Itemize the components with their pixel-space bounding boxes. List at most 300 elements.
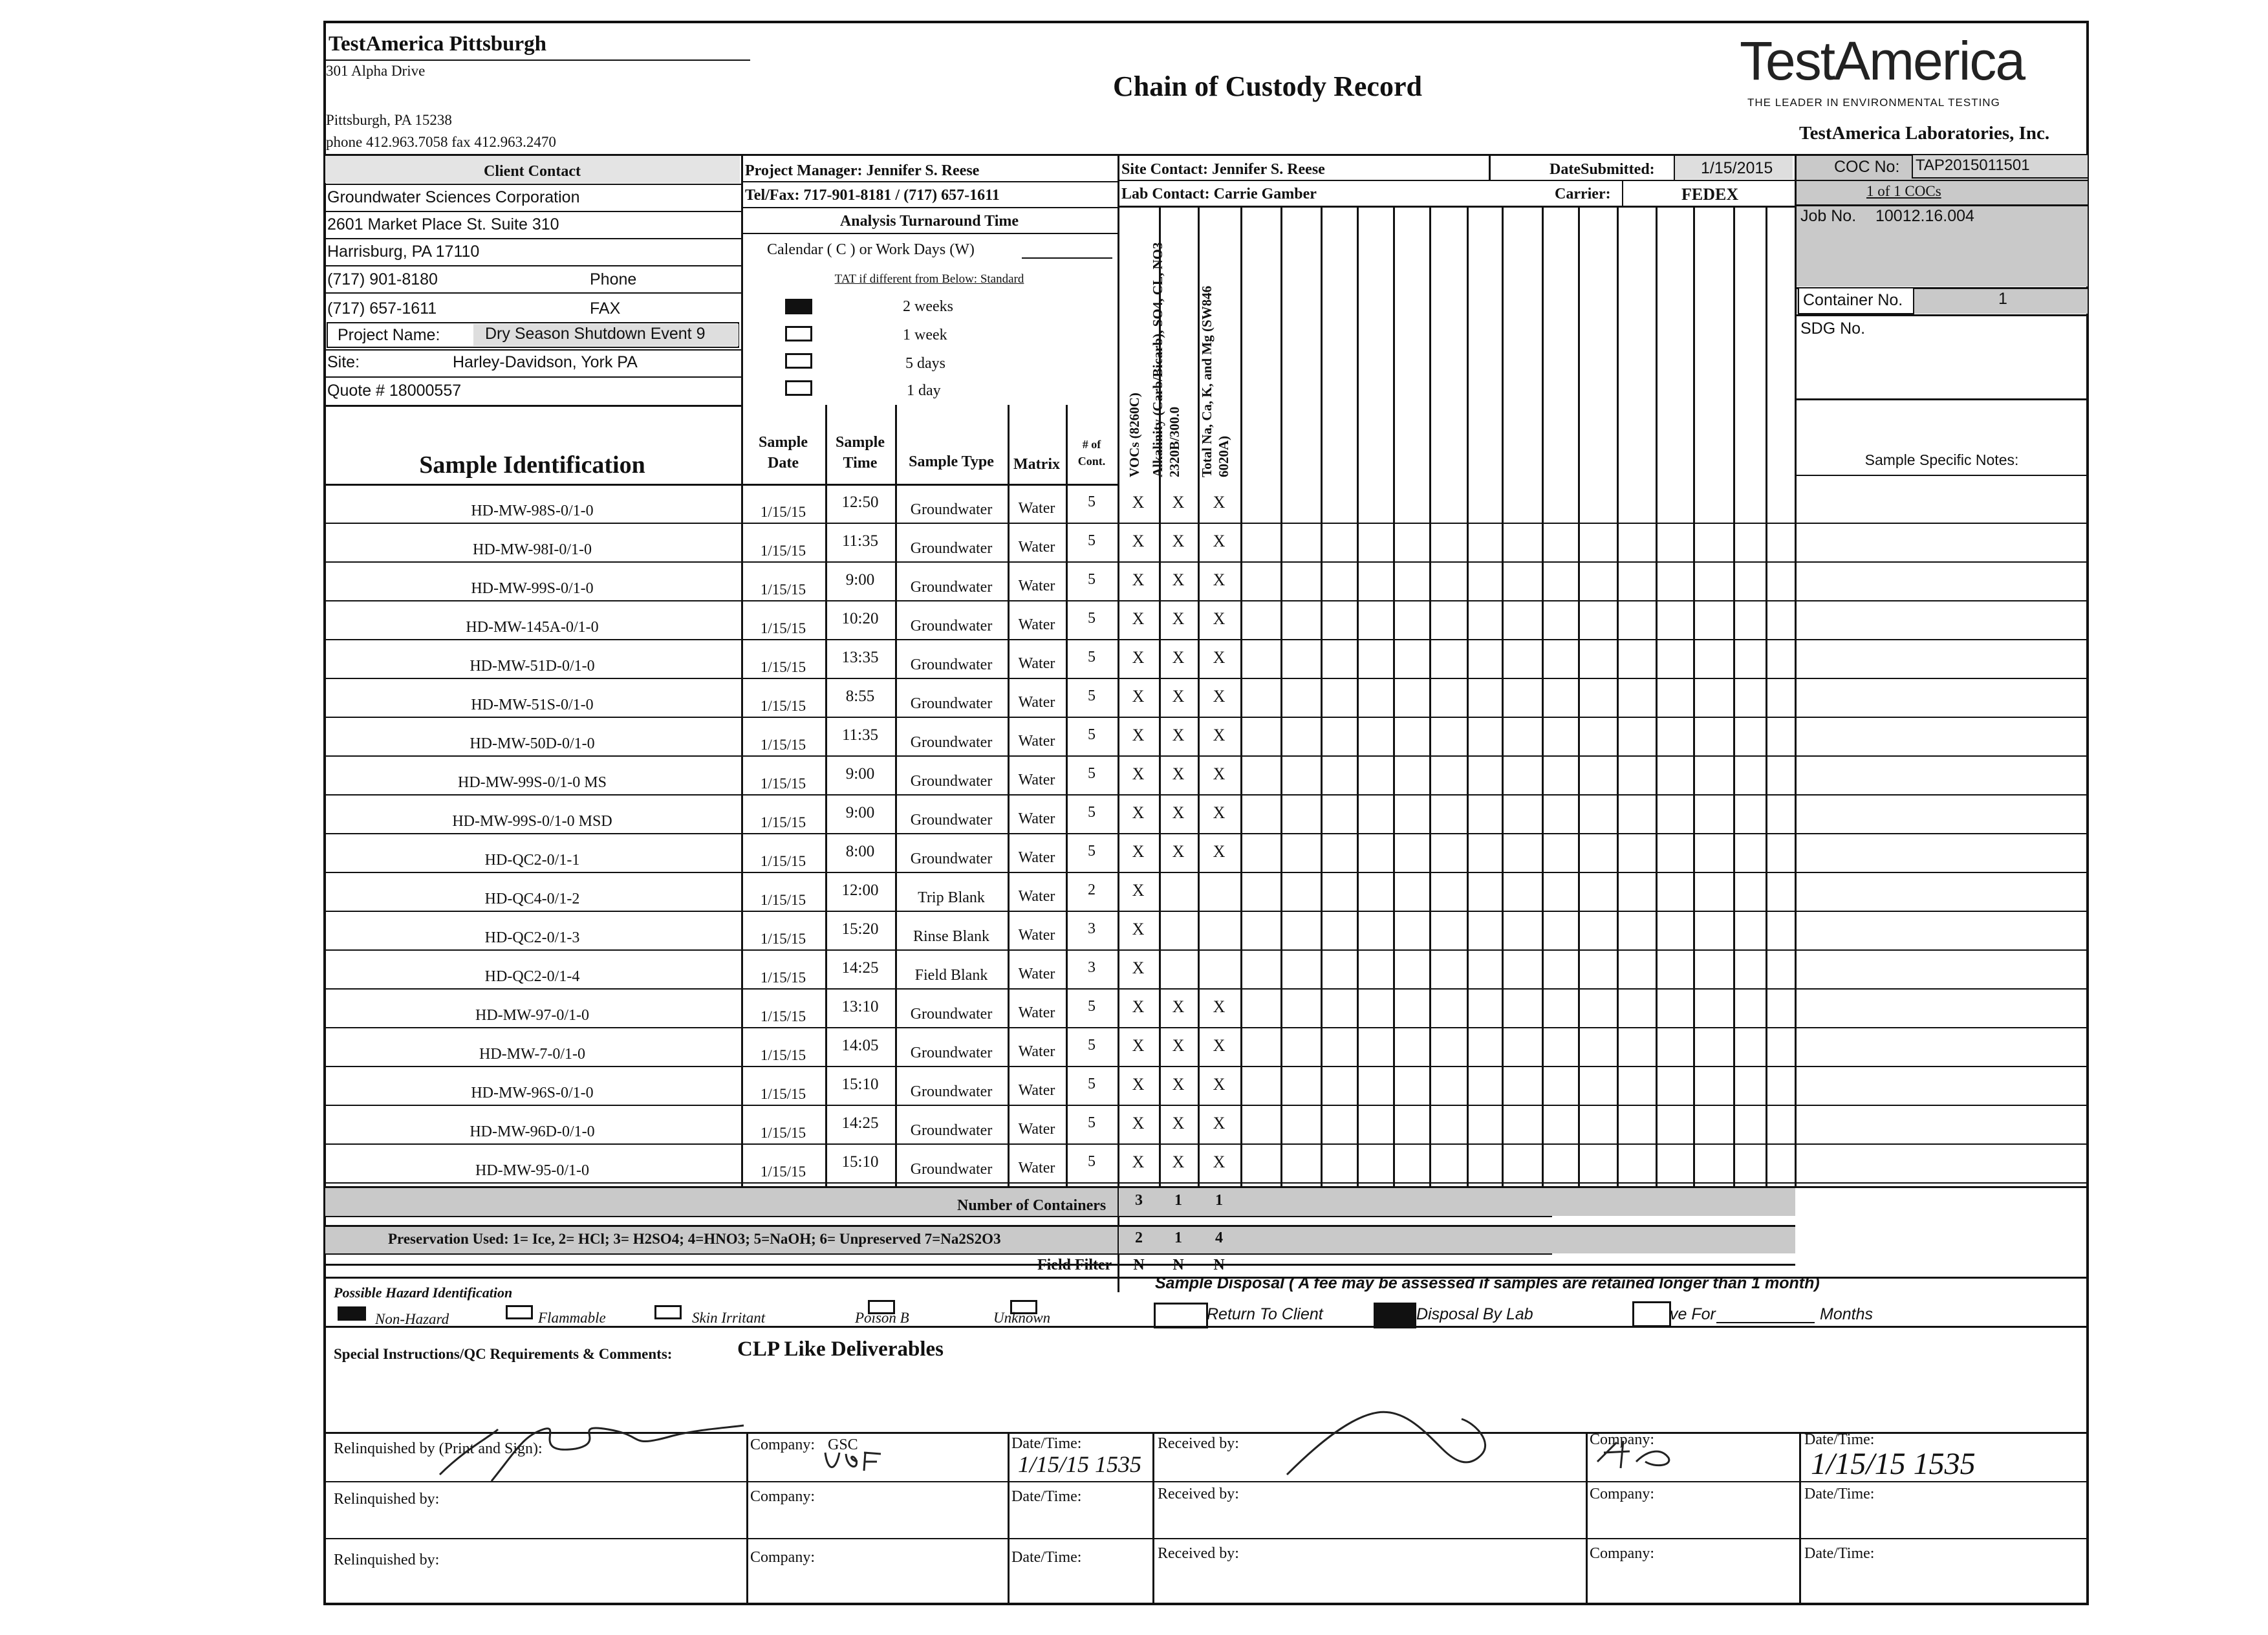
analysis-alkalinity-mark: X (1172, 493, 1185, 512)
sample-date: 1/15/15 (760, 698, 806, 714)
analysis-alkalinity-mark: X (1172, 1036, 1185, 1055)
analysis-alkalinity-mark: X (1172, 687, 1185, 706)
sample-container-count: 5 (1088, 493, 1096, 510)
datetime-1-value: 1/15/15 1535 (1018, 1451, 1142, 1477)
analysis-metals-mark: X (1213, 803, 1226, 822)
sample-type: Groundwater (910, 618, 993, 634)
sample-matrix: Water (1018, 1121, 1055, 1138)
sample-type: Groundwater (910, 1122, 993, 1139)
col-sample-time-1: Sample (835, 434, 885, 451)
client-fax-label: FAX (590, 299, 621, 318)
col-sample-type: Sample Type (909, 453, 994, 470)
sample-id: HD-MW-99S-0/1-0 MSD (452, 813, 612, 830)
date-submitted: 1/15/2015 (1701, 159, 1773, 177)
col-alkalinity: Alkalinity (Carb/Bicarb), SO4, CL, NO3 (1150, 242, 1165, 477)
row-divider (323, 794, 2089, 796)
sample-id: HD-MW-96S-0/1-0 (471, 1085, 594, 1101)
col-sample-date-1: Sample (758, 434, 808, 451)
containers-metals: 1 (1215, 1192, 1223, 1209)
job-no: 10012.16.004 (1875, 207, 1974, 225)
poison-b-label: Poison B (855, 1310, 909, 1326)
sample-container-count: 5 (1088, 1153, 1096, 1170)
analysis-alkalinity-mark: X (1172, 764, 1185, 783)
client-phone-label: Phone (590, 270, 637, 288)
analysis-vocs-mark: X (1132, 1036, 1145, 1055)
received-signature (1280, 1403, 1539, 1481)
sample-container-count: 5 (1088, 843, 1096, 860)
containers-vocs: 3 (1135, 1192, 1143, 1209)
sample-specific-notes-label: Sample Specific Notes: (1864, 451, 2019, 468)
sample-date: 1/15/15 (760, 1125, 806, 1141)
sample-id: HD-MW-145A-0/1-0 (466, 619, 599, 636)
sample-type: Groundwater (910, 1161, 993, 1178)
analysis-vocs-mark: X (1132, 1114, 1145, 1132)
analysis-vocs-mark: X (1132, 997, 1145, 1016)
sample-date: 1/15/15 (760, 931, 806, 947)
sample-matrix: Water (1018, 655, 1055, 672)
special-instructions-label: Special Instructions/QC Requirements & Comments: (334, 1346, 673, 1362)
analysis-column-line (1467, 206, 1469, 1186)
sample-matrix: Water (1018, 694, 1055, 711)
archive-for-label: ve For (1670, 1305, 1716, 1323)
non-hazard-label: Non-Hazard (375, 1311, 449, 1327)
analysis-metals-mark: X (1213, 493, 1226, 512)
sample-time: 11:35 (841, 532, 879, 550)
received-datetime-1-value: 1/15/15 1535 (1811, 1447, 1976, 1481)
analysis-metals-mark: X (1213, 648, 1226, 667)
col-metals-method: 6020A) (1216, 435, 1231, 477)
analysis-column-line (1280, 206, 1282, 1186)
company-2-label: Company: (750, 1488, 815, 1505)
client-fax: (717) 657-1611 (327, 299, 437, 318)
hazard-label: Possible Hazard Identification (334, 1284, 513, 1301)
relinquished-signature (414, 1410, 750, 1488)
row-divider (323, 523, 2089, 524)
sample-time: 9:00 (845, 765, 875, 783)
sample-container-count: 5 (1088, 1076, 1096, 1092)
sample-type: Field Blank (914, 967, 988, 984)
sample-type: Trip Blank (918, 889, 985, 906)
analysis-vocs-mark: X (1132, 609, 1145, 628)
analysis-alkalinity-mark: X (1172, 1153, 1185, 1171)
row-divider (323, 600, 2089, 601)
col-alkalinity-method: 2320B/300.0 (1167, 406, 1182, 477)
non-hazard-checkbox[interactable] (338, 1306, 366, 1321)
sample-matrix: Water (1018, 616, 1055, 633)
received-company-3-label: Company: (1590, 1545, 1654, 1562)
sample-container-count: 5 (1088, 610, 1096, 627)
analysis-alkalinity-mark: X (1172, 842, 1185, 861)
lab-address: 301 Alpha Drive (326, 63, 426, 79)
analysis-metals-mark: X (1213, 532, 1226, 550)
analysis-column-line (1693, 206, 1695, 1186)
sample-time: 9:00 (845, 571, 875, 589)
sample-time: 12:50 (841, 493, 879, 511)
sample-type: Groundwater (910, 812, 993, 828)
analysis-column-line (1578, 206, 1580, 1186)
sample-matrix: Water (1018, 966, 1055, 982)
tat-1day-label: 1 day (907, 382, 941, 399)
sample-id: HD-MW-98I-0/1-0 (473, 541, 592, 558)
sample-time: 15:10 (841, 1076, 879, 1093)
analysis-column-line (1656, 206, 1658, 1186)
company-1-signature (821, 1446, 886, 1478)
preservation-vocs: 2 (1135, 1229, 1143, 1246)
sample-date: 1/15/15 (760, 659, 806, 675)
sample-matrix: Water (1018, 1160, 1055, 1176)
sample-container-count: 5 (1088, 765, 1096, 782)
col-matrix: Matrix (1013, 456, 1060, 473)
analysis-metals-mark: X (1213, 1114, 1226, 1132)
tat-1day-checkbox[interactable] (785, 380, 812, 396)
site-contact: Site Contact: Jennifer S. Reese (1121, 161, 1325, 178)
analysis-alkalinity-mark: X (1172, 726, 1185, 744)
sample-date: 1/15/15 (760, 892, 806, 908)
analysis-vocs-mark: X (1132, 764, 1145, 783)
sample-date: 1/15/15 (760, 969, 806, 986)
sample-container-count: 5 (1088, 1114, 1096, 1131)
disposal-by-lab-label: Disposal By Lab (1416, 1305, 1533, 1323)
tel-fax: Tel/Fax: 717-901-8181 / (717) 657-1611 (745, 187, 1000, 204)
analysis-alkalinity-mark: X (1172, 803, 1185, 822)
sample-time: 13:10 (841, 998, 879, 1015)
sample-date: 1/15/15 (760, 543, 806, 559)
months-label: Months (1820, 1305, 1873, 1323)
number-of-containers-label: Number of Containers (957, 1197, 1107, 1214)
tat-1week-checkbox[interactable] (785, 326, 812, 341)
sample-type: Groundwater (910, 1045, 993, 1061)
sample-container-count: 5 (1088, 726, 1096, 743)
col-sample-identification: Sample Identification (419, 451, 645, 479)
sample-time: 8:55 (845, 688, 875, 705)
col-sample-date-2: Date (768, 455, 799, 471)
site-value: Harley-Davidson, York PA (453, 353, 638, 371)
received-datetime-3-label: Date/Time: (1804, 1545, 1875, 1562)
site-label: Site: (327, 353, 360, 371)
testamerica-logo: TestAmerica (1740, 30, 2025, 91)
row-divider (323, 1027, 2089, 1028)
sample-matrix: Water (1018, 927, 1055, 944)
sdg-no-label: SDG No. (1800, 319, 1866, 338)
analysis-metals-mark: X (1213, 609, 1226, 628)
tat-2weeks-label: 2 weeks (903, 298, 953, 315)
sample-time: 14:05 (841, 1037, 879, 1054)
analysis-column-line (1393, 206, 1395, 1186)
sample-container-count: 5 (1088, 1037, 1096, 1054)
sample-container-count: 5 (1088, 688, 1096, 704)
disposal-by-lab-checkbox[interactable] (1374, 1303, 1416, 1328)
analysis-alkalinity-mark: X (1172, 1114, 1185, 1132)
return-to-client-label: Return To Client (1207, 1305, 1323, 1323)
sample-time: 8:00 (845, 843, 875, 860)
client-company: Groundwater Sciences Corporation (327, 188, 580, 206)
analysis-column-line (1502, 206, 1504, 1186)
sample-id: HD-QC4-0/1-2 (484, 891, 580, 907)
filter-metals: N (1213, 1257, 1225, 1273)
container-no: 1 (1998, 290, 2007, 308)
analysis-vocs-mark: X (1132, 570, 1145, 589)
analysis-vocs-mark: X (1132, 881, 1145, 900)
row-divider (323, 561, 2089, 563)
sample-type: Groundwater (910, 773, 993, 790)
company-1-label: Company: (750, 1436, 815, 1453)
disposal-label: Sample Disposal ( A fee may be assessed if samples are retained longer than 1 month) (1155, 1274, 1820, 1292)
sample-container-count: 5 (1088, 998, 1096, 1015)
sample-matrix: Water (1018, 849, 1055, 866)
field-filter-label: Field Filter (1037, 1257, 1112, 1273)
lab-phone: phone 412.963.7058 fax 412.963.2470 (326, 134, 556, 150)
sample-type: Groundwater (910, 656, 993, 673)
archive-for-checkbox[interactable] (1632, 1301, 1671, 1327)
sample-time: 13:35 (841, 649, 879, 666)
row-divider (323, 639, 2089, 640)
analysis-alkalinity-mark: X (1172, 648, 1185, 667)
tat-5days-checkbox[interactable] (785, 353, 812, 369)
carrier: FEDEX (1681, 185, 1739, 204)
page-title: Chain of Custody Record (1113, 70, 1422, 102)
sample-type: Groundwater (910, 579, 993, 596)
sample-container-count: 3 (1088, 920, 1096, 937)
flammable-checkbox[interactable] (506, 1305, 533, 1319)
container-no-label: Container No. (1803, 291, 1903, 309)
unknown-label: Unknown (993, 1310, 1051, 1326)
analysis-metals-mark: X (1213, 842, 1226, 861)
skin-irritant-label: Skin Irritant (692, 1310, 766, 1326)
client-phone: (717) 901-8180 (327, 270, 438, 288)
analysis-vocs-mark: X (1132, 1153, 1145, 1171)
sample-date: 1/15/15 (760, 581, 806, 598)
analysis-metals-mark: X (1213, 1153, 1226, 1171)
skin-irritant-checkbox[interactable] (654, 1305, 682, 1319)
analysis-vocs-mark: X (1132, 803, 1145, 822)
sample-matrix: Water (1018, 1043, 1055, 1060)
sample-date: 1/15/15 (760, 775, 806, 792)
sample-id: HD-MW-98S-0/1-0 (471, 503, 594, 519)
sample-type: Rinse Blank (913, 928, 989, 945)
analysis-metals-mark: X (1213, 1075, 1226, 1094)
datetime-1-label: Date/Time: (1011, 1435, 1082, 1452)
sample-id: HD-MW-99S-0/1-0 (471, 580, 594, 597)
sample-time: 11:35 (841, 726, 879, 744)
analysis-alkalinity-mark: X (1172, 997, 1185, 1016)
quote-number: Quote # 18000557 (327, 382, 462, 400)
sample-id: HD-MW-50D-0/1-0 (470, 735, 595, 752)
sample-matrix: Water (1018, 500, 1055, 517)
sample-time: 14:25 (841, 959, 879, 977)
analysis-vocs-mark: X (1132, 726, 1145, 744)
received-company-1-label: Company: (1590, 1431, 1654, 1448)
sample-type: Groundwater (910, 1006, 993, 1023)
sample-container-count: 2 (1088, 882, 1096, 898)
row-divider (323, 678, 2089, 679)
project-name-label: Project Name: (338, 326, 440, 344)
job-no-label: Job No. (1800, 207, 1857, 225)
logo-tagline: THE LEADER IN ENVIRONMENTAL TESTING (1747, 96, 2000, 109)
sample-matrix: Water (1018, 733, 1055, 750)
sample-id: HD-MW-95-0/1-0 (475, 1162, 589, 1179)
analysis-vocs-mark: X (1132, 920, 1145, 938)
analysis-vocs-mark: X (1132, 842, 1145, 861)
sample-time: 15:20 (841, 920, 879, 938)
col-vocs: VOCs (8260C) (1127, 393, 1142, 477)
col-metals: Total Na, Ca, K, and Mg (SW846 (1199, 285, 1215, 477)
received-company-2-label: Company: (1590, 1486, 1654, 1502)
analysis-column-line (1795, 206, 1797, 1186)
sample-id: HD-QC2-0/1-3 (484, 929, 580, 946)
sample-matrix: Water (1018, 1082, 1055, 1099)
sample-id: HD-QC2-0/1-4 (484, 968, 580, 985)
analysis-metals-mark: X (1213, 764, 1226, 783)
project-name: Dry Season Shutdown Event 9 (485, 325, 706, 343)
client-city: Harrisburg, PA 17110 (327, 243, 480, 261)
sample-date: 1/15/15 (760, 1164, 806, 1180)
row-divider (323, 717, 2089, 718)
col-cont-2: Cont. (1077, 455, 1106, 468)
sample-id: HD-MW-51S-0/1-0 (471, 697, 594, 713)
datetime-2-label: Date/Time: (1011, 1488, 1082, 1505)
relinquished-print-label: Relinquished by (Print and Sign): (334, 1440, 543, 1457)
analysis-alkalinity-mark: X (1172, 570, 1185, 589)
row-divider (323, 1182, 2089, 1184)
row-divider (323, 1143, 2089, 1145)
analysis-metals-mark: X (1213, 1036, 1226, 1055)
relinquished-3-label: Relinquished by: (334, 1552, 440, 1568)
preservation-metals: 4 (1215, 1229, 1223, 1246)
sample-id: HD-MW-96D-0/1-0 (470, 1123, 595, 1140)
analysis-column-line (1766, 206, 1767, 1186)
analysis-alkalinity-mark: X (1172, 609, 1185, 628)
analysis-vocs-mark: X (1132, 648, 1145, 667)
received-3-label: Received by: (1158, 1545, 1239, 1562)
coc-no: TAP2015011501 (1916, 157, 2030, 174)
sample-time: 12:00 (841, 882, 879, 899)
sample-matrix: Water (1018, 1004, 1055, 1021)
row-divider (323, 988, 2089, 990)
sample-date: 1/15/15 (760, 1008, 806, 1024)
sample-matrix: Water (1018, 578, 1055, 594)
sample-container-count: 5 (1088, 649, 1096, 666)
received-datetime-2-label: Date/Time: (1804, 1486, 1875, 1502)
sample-id: HD-MW-97-0/1-0 (475, 1007, 589, 1024)
date-submitted-label: DateSubmitted: (1550, 161, 1655, 178)
analysis-alkalinity-mark: X (1172, 532, 1185, 550)
containers-alkalinity: 1 (1174, 1192, 1182, 1209)
received-company-signature (1591, 1436, 1681, 1475)
sample-type: Groundwater (910, 1083, 993, 1100)
coc-count: 1 of 1 COCs (1866, 183, 1941, 199)
row-divider (323, 949, 2089, 951)
sample-date: 1/15/15 (760, 620, 806, 636)
sample-container-count: 3 (1088, 959, 1096, 976)
sample-id: HD-MW-7-0/1-0 (479, 1046, 585, 1063)
carrier-label: Carrier: (1555, 186, 1611, 202)
analysis-column-line (1429, 206, 1431, 1186)
special-instructions: CLP Like Deliverables (737, 1337, 944, 1361)
analysis-alkalinity-mark: X (1172, 1075, 1185, 1094)
analysis-column-line (1321, 206, 1323, 1186)
sample-container-count: 5 (1088, 532, 1096, 549)
sample-time: 10:20 (841, 610, 879, 627)
analysis-vocs-mark: X (1132, 1075, 1145, 1094)
filter-vocs: N (1133, 1257, 1145, 1273)
client-street: 2601 Market Place St. Suite 310 (327, 215, 559, 233)
project-manager: Project Manager: Jennifer S. Reese (745, 162, 980, 179)
col-sample-time-2: Time (843, 455, 878, 471)
analysis-metals-mark: X (1213, 687, 1226, 706)
analysis-column-line (1617, 206, 1619, 1186)
datetime-3-label: Date/Time: (1011, 1549, 1082, 1566)
sample-date: 1/15/15 (760, 504, 806, 520)
coc-no-label: COC No: (1834, 158, 1900, 176)
analysis-vocs-mark: X (1132, 958, 1145, 977)
sample-date: 1/15/15 (760, 853, 806, 869)
analysis-metals-mark: X (1213, 726, 1226, 744)
sample-type: Groundwater (910, 734, 993, 751)
received-datetime-1-label: Date/Time: (1804, 1431, 1875, 1448)
analysis-column-line (1240, 206, 1242, 1186)
col-cont-1: # of (1082, 438, 1101, 451)
received-1-label: Received by: (1158, 1435, 1239, 1452)
sample-time: 14:25 (841, 1114, 879, 1132)
analysis-column-line (1733, 206, 1735, 1186)
sample-id: HD-MW-51D-0/1-0 (470, 658, 595, 675)
preservation-alkalinity: 1 (1174, 1229, 1182, 1246)
lab-name: TestAmerica Pittsburgh (329, 32, 546, 56)
row-divider (323, 833, 2089, 834)
calendar-workdays: Calendar ( C ) or Work Days (W) (767, 241, 975, 258)
filter-alkalinity: N (1172, 1257, 1184, 1273)
sample-matrix: Water (1018, 772, 1055, 788)
analysis-vocs-mark: X (1132, 687, 1145, 706)
lab-city: Pittsburgh, PA 15238 (326, 112, 452, 128)
sample-date: 1/15/15 (760, 737, 806, 753)
sample-time: 15:10 (841, 1153, 879, 1171)
sample-date: 1/15/15 (760, 1086, 806, 1102)
sample-type: Groundwater (910, 695, 993, 712)
sample-id: HD-MW-99S-0/1-0 MS (457, 774, 607, 791)
sample-id: HD-QC2-0/1-1 (484, 852, 580, 869)
row-divider (323, 755, 2089, 757)
row-divider (323, 1066, 2089, 1067)
flammable-label: Flammable (538, 1310, 606, 1326)
lab-company: TestAmerica Laboratories, Inc. (1799, 123, 2050, 144)
analysis-metals-mark: X (1213, 997, 1226, 1016)
sample-date: 1/15/15 (760, 814, 806, 830)
sample-date: 1/15/15 (760, 1047, 806, 1063)
sample-type: Groundwater (910, 850, 993, 867)
analysis-column-line (1542, 206, 1544, 1186)
row-divider (323, 911, 2089, 912)
relinquished-2-label: Relinquished by: (334, 1491, 440, 1508)
analysis-vocs-mark: X (1132, 493, 1145, 512)
row-divider (323, 1105, 2089, 1106)
sample-matrix: Water (1018, 810, 1055, 827)
analysis-metals-mark: X (1213, 570, 1226, 589)
tat-header: Analysis Turnaround Time (839, 213, 1019, 230)
analysis-vocs-mark: X (1132, 532, 1145, 550)
sample-matrix: Water (1018, 539, 1055, 556)
sample-container-count: 5 (1088, 571, 1096, 588)
company-3-label: Company: (750, 1549, 815, 1566)
sample-time: 9:00 (845, 804, 875, 821)
tat-1week-label: 1 week (903, 327, 947, 343)
sample-type: Groundwater (910, 540, 993, 557)
tat-2weeks-checkbox[interactable] (785, 299, 812, 314)
lab-contact: Lab Contact: Carrie Gamber (1121, 186, 1317, 202)
return-to-client-checkbox[interactable] (1154, 1303, 1208, 1328)
received-2-label: Received by: (1158, 1486, 1239, 1502)
sample-type: Groundwater (910, 501, 993, 518)
